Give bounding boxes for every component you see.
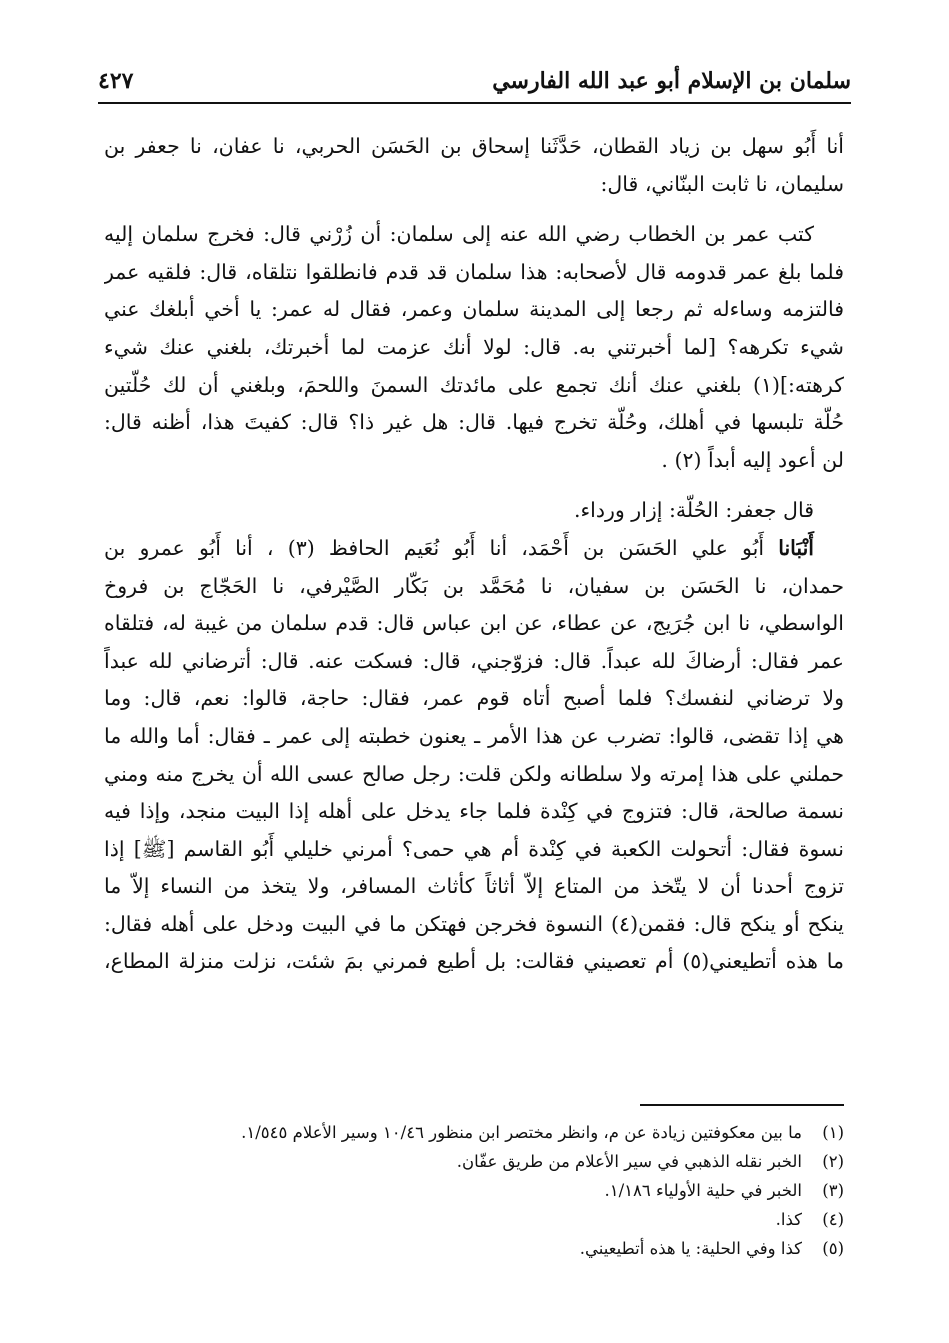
footnote-text: ما بين معكوفتين زيادة عن م، وانظر مختصر ابن منظور ١٠/٤٦ وسير الأعلام ١/٥٤٥. (241, 1123, 802, 1142)
text-line: نسوة فقال: أتحولت الكعبة في كِنْدة أم هي حمى؟ أمرني خليلي أَبُو القاسم [ﷺ] إذا (104, 836, 844, 861)
text-line: كتب عمر بن الخطاب رضي الله عنه إلى سلمان: أن زُرْني قال: فخرج سلمان إليه (104, 222, 814, 247)
text-line: شيء تكرهه؟ [لما أخبرتني به. قال: لولا أنك عزمت لما أخبرتك، بلغني عنك شيء (104, 334, 844, 359)
text-line: قال جعفر: الحُلّة: إزار ورداء. (574, 498, 814, 523)
footnote-text: كذا. (775, 1210, 802, 1229)
footnote (104, 1118, 844, 1147)
text-line: ولا ترضاني لنفسك؟ فلما أصبح أتاه قوم عمر، فقال: حاجة، قالوا: نعم، قال: وما (104, 686, 844, 711)
footnote-text: كذا وفي الحلية: يا هذه أتطيعيني. (579, 1239, 802, 1258)
text-line: هي إذا تقضى، قالوا: تضرب عن هذا الأمر ـ يعنون خطبته إلى عمر ـ فقال: أما والله ما (104, 723, 844, 748)
page-header (98, 62, 851, 104)
footnote (104, 1205, 844, 1234)
running-title: سلمان بن الإسلام أبو عبد الله الفارسي (492, 68, 851, 94)
text-line: ينكح أو ينكح قال: فقمن(٤) النسوة فخرجن فهتكن ما في البيت ودخل على أهله فقال: (104, 911, 844, 936)
text-line: حُلّة تلبسها في أهلك، وحُلّة تخرج فيها. قال: هل غير ذا؟ قال: كفيتَ هذا، أظنه قال: (104, 410, 844, 435)
main-text (104, 128, 844, 981)
footnote-number: (١) (822, 1123, 844, 1142)
text-line: كرهته:](١) بلغني عنك أنك تجمع على مائدتك السمنَ واللحمَ، وبلغني أن لك حُلّتين (104, 372, 844, 397)
footnote (104, 1176, 844, 1205)
text-line: حملني على هذا إمرته ولا سلطانه ولكن قلت: رجل صالح عسى الله أن يخرج منه ومني (104, 761, 844, 786)
footnote-number: (٣) (822, 1181, 844, 1200)
footnote-text: الخبر في حلية الأولياء ١/١٨٦. (604, 1181, 802, 1200)
footnote (104, 1234, 844, 1263)
text-line: نسمة صالحة، قال: فتزوج في كِنْدة فلما جاء يدخل على أهله إذا البيت منجد، وإذا فيه (104, 799, 844, 824)
text-line: أنا أَبُو سهل بن زياد القطان، حَدَّثَنا إسحاق بن الحَسَن الحربي، نا عفان، نا جعفر بن (104, 134, 844, 158)
text-line: سليمان، نا ثابت البنّاني، قال: (600, 171, 844, 196)
footnote-number: (٢) (822, 1152, 844, 1171)
text-line: حمدان، نا الحَسَن بن سفيان، نا مُحَمَّد بن بَكّار الصَّيْرفي، نا الحَجّاج بن فروخ (104, 573, 844, 598)
text-line: ما هذه أتطيعني(٥) أم تعصيني فقالت: بل أطيع فمرني بمَ شئت، نزلت منزلة المطاع، (104, 949, 844, 974)
footnote (104, 1147, 844, 1176)
text-line: لن أعود إليه أبداً (٢) . (661, 447, 844, 472)
text-line: الواسطي، نا ابن جُرَيج، عن عطاء، عن ابن عباس قال: قدم سلمان من غيبة له، فتلقاه (104, 611, 844, 636)
text-line: تزوج أحدنا أن لا يتّخذ من المتاع إلاّ أثاثاً كأثاث المسافر، ولا يتخذ من النساء إلاّ ما (104, 874, 844, 899)
footnote-text: الخبر نقله الذهبي في سير الأعلام من طريق عفّان. (456, 1152, 802, 1171)
footnote-divider (640, 1104, 844, 1106)
footnote-number: (٥) (822, 1239, 844, 1258)
text-line: عمر فقال: أرضاكَ لله عبداً. قال: فزوّجني، قال: فسكت عنه. قال: أترضاني لله عبداً (104, 648, 844, 673)
page-number: ٤٢٧ (98, 68, 134, 94)
text-line: فلما بلغ عمر قدومه قال لأصحابه: هذا سلمان قد قدم فانطلقوا نتلقاه، قال: فلقيه عمر (104, 259, 844, 284)
text-line: فالتزمه وساءله ثم رجعا إلى المدينة سلمان وعمر، فقال له عمر: يا أخي أبلغك عني (104, 297, 844, 322)
text-line-first (104, 530, 844, 568)
footnotes (104, 1118, 844, 1263)
text-segment: أَبُو علي الحَسَن بن أَحْمَد، أنا أَبُو نُعَيم الحافظ (٣) ، أنا أَبُو عمرو بن (104, 535, 779, 560)
footnote-number: (٤) (822, 1210, 844, 1229)
lead-word: أَنْبَانا (778, 535, 814, 560)
